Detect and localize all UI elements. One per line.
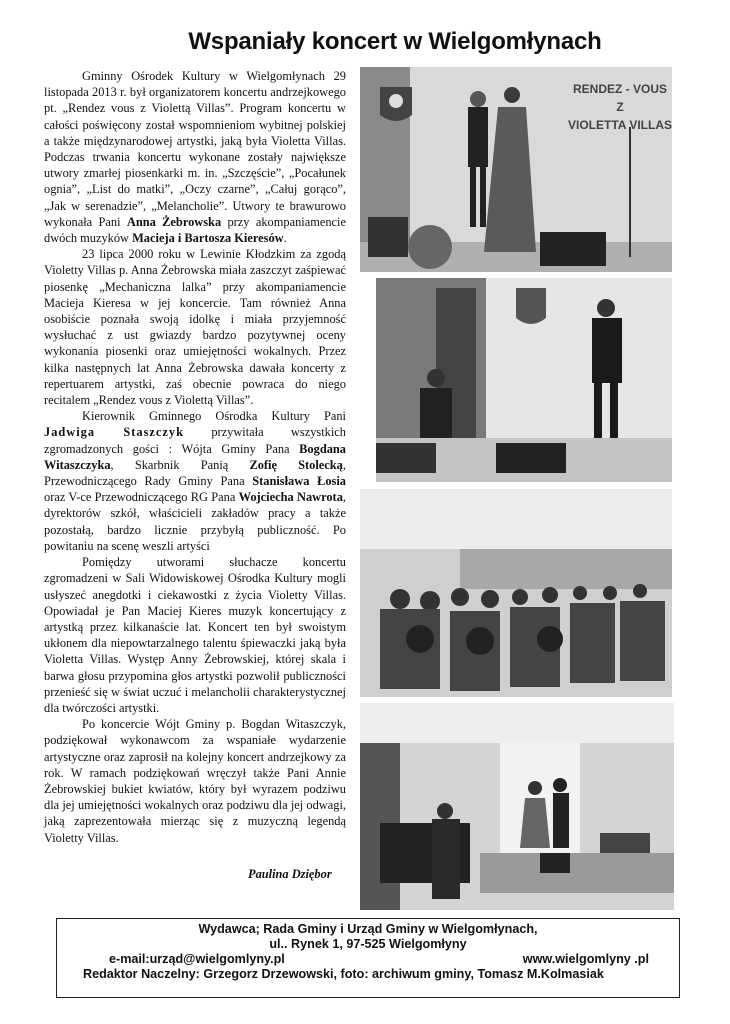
- paragraph-1: Gminny Ośrodek Kultury w Wielgomłynach 29 listopada 2013 r. był organizatorem koncertu andrzejkowego pt. „Rendez vous z Violettą Villas”. Program koncertu w całości poświęcony został wspomnieniom wybitnej polskiej a także międzynarodowej artystki, jaką była Violetta Villas. Podczas trwania koncertu wykonane zostały największe utwory zmarłej piosenkarki m. in. „Szczęście”, „Pocałunek ognia”, „List do matki”, „Oczy czarne”, „Całuj gorąco”, „Jak w serenadzie”, „Melancholie”. Utwory te brawurowo wykonała Pani Anna Żebrowska przy akompaniamencie dwóch muzyków Macieja i Bartosza Kieresów.: [44, 69, 346, 246]
- paragraph-4: Pomiędzy utworami słuchacze koncertu zgromadzeni w Sali Widowiskowej Ośrodka Kultury mogli usłyszeć anegdotki i ciekawostki z życia Violetty Villas. Opowiadał je Pan Maciej Kieres muzyk koncertujący z artystką przez kilkanaście lat. Koncert ten był swoistym ukłonem dla niepowtarzalnego talentu śpiewaczki jaką była Violetta Villas. Występ Anny Żebrowskiej, której skala i barwa głosu przypomina głos artystki pozwolił publiczności przenieść się w świat uczuć i melancholii charakterystycznej dla twórczości artystki.: [44, 555, 346, 715]
- photo-musicians: [376, 278, 672, 482]
- article-body: [44, 68, 346, 846]
- footer-email: e-mail:urząd@wielgomlyny.pl: [109, 952, 285, 966]
- footer-publisher: Wydawca; Rada Gminy i Urząd Gminy w Wielgomłynach,: [198, 922, 538, 936]
- paragraph-2: 23 lipca 2000 roku w Lewinie Kłodzkim za zgodą Violetty Villas p. Anna Żebrowska miała zaszczyt zaśpiewać piosenkę „Mechaniczna lalka” przy akompaniamencie Macieja Kieresa w jej koncercie. Tam również Anna osobiście poznała swoją idolkę i miała przyjemność wysłuchać z ust gwiazdy bardzo pozytywnej oceny wykonania piosenki oraz umiejętności wokalnych. Przez kilka następnych lat Anna Żebrowska dawała koncerty z repertuarem artystki, zaś obecnie powraca do niego recitalem „Rendez vous z Violettą Villas”.: [44, 247, 346, 408]
- banner-line-3: VIOLETTA VILLAS: [568, 118, 672, 132]
- footer-address: ul.. Rynek 1, 97-525 Wielgomłyny: [269, 937, 467, 951]
- photo-flowers-presentation: [360, 703, 674, 910]
- article-title: Wspaniały koncert w Wielgomłynach: [188, 28, 602, 55]
- photo-singer-on-stage: [360, 67, 672, 272]
- paragraph-3: Kierownik Gminnego Ośrodka Kultury Pani Jadwiga Staszczyk przywitała wszystkich zgromadzonych gości : Wójta Gminy Pana Bogdana Witaszczyka, Skarbnik Panią Zofię Stolecką, Przewodniczącego Rady Gminy Pana Stanisława Łosia oraz V-ce Przewodniczącego RG Pana Wojciecha Nawrota, dyrektorów szkół, właścicieli zakładów pracy a także pozostałą, bardzo licznie przybyłą publiczność. Po powitaniu na scenę weszli artyści: [44, 409, 346, 553]
- publisher-footer: [56, 918, 680, 998]
- paragraph-5: Po koncercie Wójt Gminy p. Bogdan Witaszczyk, podziękował wykonawcom za wspaniałe wydarzenie artystyczne oraz zaprosił na kolejny koncert andrzejkowy za rok. W ramach podziękowań wręczył także Pani Annie Żebrowskiej bukiet kwiatów, który był wyrazem podziwu dla jej umiejętności wokalnych oraz podziwu dla jej odwagi, jaką zaprezentowała mierząc się z muzyczną legendą Violetty Villas.: [44, 717, 346, 845]
- footer-website: www.wielgomlyny .pl: [522, 952, 649, 966]
- banner-line-2: Z: [616, 100, 624, 114]
- footer-editor: Redaktor Naczelny: Grzegorz Drzewowski, foto: archiwum gminy, Tomasz M.Kolmasiak: [83, 967, 604, 981]
- photo-audience: [360, 489, 672, 697]
- banner-line-1: RENDEZ - VOUS: [572, 82, 668, 96]
- author-signature: Paulina Dziębor: [248, 867, 332, 881]
